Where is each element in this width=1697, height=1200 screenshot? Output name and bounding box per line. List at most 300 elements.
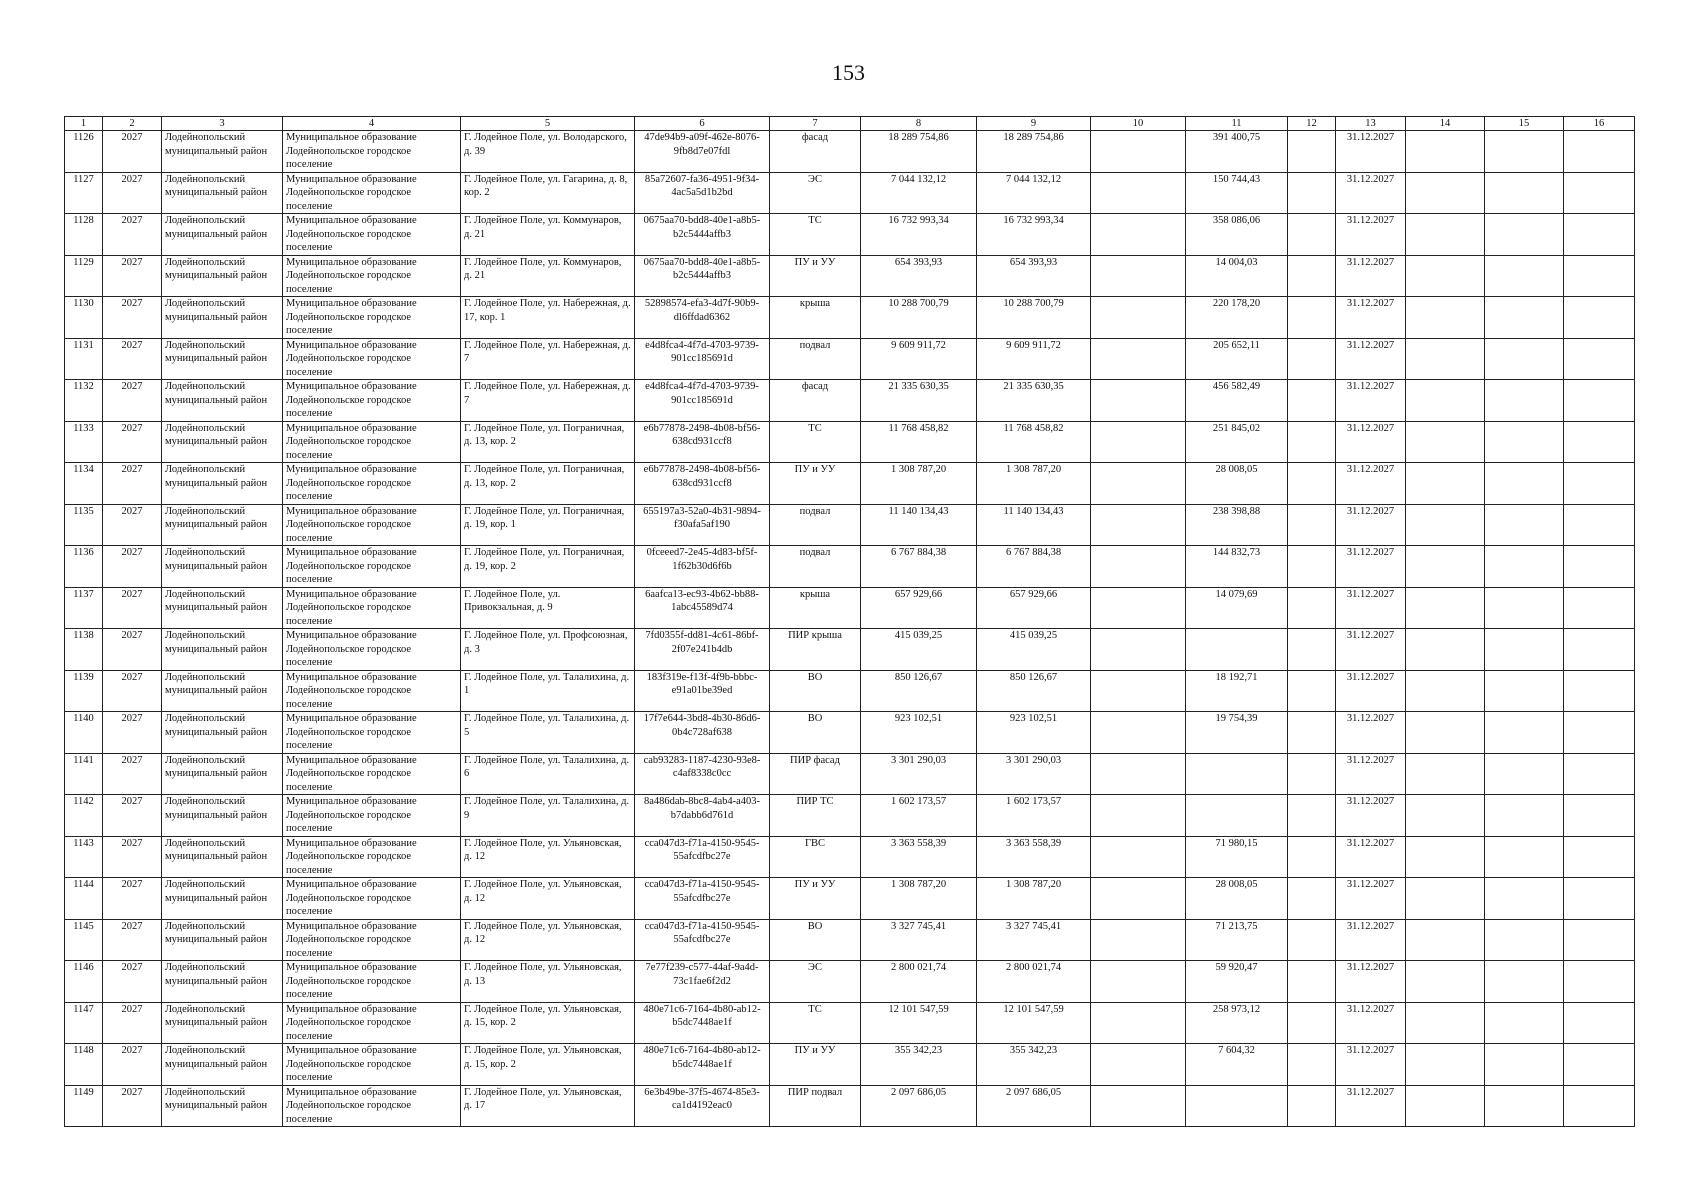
table-cell-col-3: Лодейнопольский муниципальный район	[162, 753, 283, 795]
table-cell-col-14	[1406, 670, 1485, 712]
table-row	[65, 380, 1635, 422]
table-cell-col-16	[1564, 338, 1635, 380]
table-cell-col-5: Г. Лодейное Поле, ул. Набережная, д. 17, кор. 1	[461, 297, 635, 339]
table-cell-col-8: 2 800 021,74	[861, 961, 977, 1003]
table-cell-col-5: Г. Лодейное Поле, ул. Ульяновская, д. 15, кор. 2	[461, 1002, 635, 1044]
table-cell-col-8: 12 101 547,59	[861, 1002, 977, 1044]
table-cell-col-3: Лодейнопольский муниципальный район	[162, 961, 283, 1003]
table-cell-col-7: фасад	[770, 131, 861, 173]
table-cell-col-7: ТС	[770, 214, 861, 256]
table-cell-col-1: 1142	[65, 795, 103, 837]
table-cell-col-2: 2027	[103, 795, 162, 837]
table-cell-col-14	[1406, 463, 1485, 505]
table-cell-col-4: Муниципальное образование Лодейнопольское городское поселение	[283, 629, 461, 671]
table-cell-col-4: Муниципальное образование Лодейнопольское городское поселение	[283, 214, 461, 256]
table-cell-col-12	[1288, 753, 1336, 795]
table-cell-col-11: 238 398,88	[1186, 504, 1288, 546]
table-cell-col-2: 2027	[103, 297, 162, 339]
table-cell-col-14	[1406, 1085, 1485, 1127]
table-cell-col-6: 47de94b9-a09f-462e-8076-9fb8d7e07fdl	[635, 131, 770, 173]
table-cell-col-6: 0675aa70-bdd8-40e1-a8b5-b2c5444affb3	[635, 255, 770, 297]
table-cell-col-9: 12 101 547,59	[977, 1002, 1091, 1044]
table-cell-col-4: Муниципальное образование Лодейнопольское городское поселение	[283, 712, 461, 754]
table-cell-col-1: 1146	[65, 961, 103, 1003]
column-header-13: 13	[1336, 117, 1406, 131]
table-cell-col-2: 2027	[103, 836, 162, 878]
table-cell-col-6: e4d8fca4-4f7d-4703-9739-901cc185691d	[635, 380, 770, 422]
table-cell-col-4: Муниципальное образование Лодейнопольское городское поселение	[283, 421, 461, 463]
table-cell-col-11	[1186, 629, 1288, 671]
table-cell-col-5: Г. Лодейное Поле, ул. Ульяновская, д. 12	[461, 878, 635, 920]
table-cell-col-11: 358 086,06	[1186, 214, 1288, 256]
table-cell-col-12	[1288, 338, 1336, 380]
table-cell-col-14	[1406, 961, 1485, 1003]
table-cell-col-4: Муниципальное образование Лодейнопольское городское поселение	[283, 1044, 461, 1086]
table-cell-col-8: 415 039,25	[861, 629, 977, 671]
table-cell-col-4: Муниципальное образование Лодейнопольское городское поселение	[283, 587, 461, 629]
table-cell-col-16	[1564, 172, 1635, 214]
table-cell-col-12	[1288, 587, 1336, 629]
table-cell-col-15	[1485, 214, 1564, 256]
table-cell-col-12	[1288, 214, 1336, 256]
table-cell-col-1: 1129	[65, 255, 103, 297]
table-cell-col-13: 31.12.2027	[1336, 795, 1406, 837]
table-row	[65, 629, 1635, 671]
table-cell-col-1: 1130	[65, 297, 103, 339]
table-cell-col-9: 415 039,25	[977, 629, 1091, 671]
table-cell-col-5: Г. Лодейное Поле, ул. Коммунаров, д. 21	[461, 255, 635, 297]
table-row	[65, 338, 1635, 380]
table-cell-col-2: 2027	[103, 753, 162, 795]
table-cell-col-3: Лодейнопольский муниципальный район	[162, 546, 283, 588]
table-cell-col-10	[1091, 712, 1186, 754]
table-cell-col-3: Лодейнопольский муниципальный район	[162, 712, 283, 754]
column-header-16: 16	[1564, 117, 1635, 131]
table-cell-col-9: 654 393,93	[977, 255, 1091, 297]
table-cell-col-4: Муниципальное образование Лодейнопольское городское поселение	[283, 380, 461, 422]
table-cell-col-11: 251 845,02	[1186, 421, 1288, 463]
table-cell-col-3: Лодейнопольский муниципальный район	[162, 670, 283, 712]
table-cell-col-15	[1485, 421, 1564, 463]
table-cell-col-7: ГВС	[770, 836, 861, 878]
table-cell-col-1: 1138	[65, 629, 103, 671]
table-row	[65, 795, 1635, 837]
table-row	[65, 919, 1635, 961]
table-cell-col-10	[1091, 1044, 1186, 1086]
table-cell-col-15	[1485, 131, 1564, 173]
page-number: 153	[832, 60, 865, 85]
table-cell-col-6: 183f319e-f13f-4f9b-bbbc-e91a01be39ed	[635, 670, 770, 712]
column-header-1: 1	[65, 117, 103, 131]
table-cell-col-7: ПУ и УУ	[770, 255, 861, 297]
table-cell-col-9: 21 335 630,35	[977, 380, 1091, 422]
table-cell-col-8: 18 289 754,86	[861, 131, 977, 173]
table-cell-col-14	[1406, 1044, 1485, 1086]
table-cell-col-9: 1 308 787,20	[977, 878, 1091, 920]
column-number-row	[65, 117, 1635, 131]
table-cell-col-8: 10 288 700,79	[861, 297, 977, 339]
table-cell-col-16	[1564, 214, 1635, 256]
table-cell-col-12	[1288, 1044, 1336, 1086]
table-cell-col-3: Лодейнопольский муниципальный район	[162, 463, 283, 505]
table-cell-col-13: 31.12.2027	[1336, 1085, 1406, 1127]
table-cell-col-7: ТС	[770, 1002, 861, 1044]
table-row	[65, 546, 1635, 588]
table-cell-col-12	[1288, 546, 1336, 588]
table-cell-col-1: 1140	[65, 712, 103, 754]
table-cell-col-3: Лодейнопольский муниципальный район	[162, 131, 283, 173]
table-cell-col-13: 31.12.2027	[1336, 380, 1406, 422]
table-cell-col-3: Лодейнопольский муниципальный район	[162, 629, 283, 671]
table-cell-col-13: 31.12.2027	[1336, 463, 1406, 505]
table-cell-col-9: 3 327 745,41	[977, 919, 1091, 961]
table-cell-col-8: 850 126,67	[861, 670, 977, 712]
table-cell-col-1: 1149	[65, 1085, 103, 1127]
table-cell-col-12	[1288, 421, 1336, 463]
table-cell-col-2: 2027	[103, 878, 162, 920]
table-cell-col-6: 480e71c6-7164-4b80-ab12-b5dc7448ae1f	[635, 1002, 770, 1044]
table-cell-col-10	[1091, 878, 1186, 920]
table-cell-col-3: Лодейнопольский муниципальный район	[162, 255, 283, 297]
table-cell-col-7: ВО	[770, 670, 861, 712]
table-cell-col-10	[1091, 255, 1186, 297]
table-cell-col-4: Муниципальное образование Лодейнопольское городское поселение	[283, 255, 461, 297]
table-cell-col-1: 1147	[65, 1002, 103, 1044]
table-cell-col-15	[1485, 878, 1564, 920]
table-cell-col-13: 31.12.2027	[1336, 1002, 1406, 1044]
table-cell-col-8: 2 097 686,05	[861, 1085, 977, 1127]
table-cell-col-12	[1288, 712, 1336, 754]
table-cell-col-5: Г. Лодейное Поле, ул. Набережная, д. 7	[461, 338, 635, 380]
table-cell-col-6: 6aafca13-ec93-4b62-bb88-1abc45589d74	[635, 587, 770, 629]
table-cell-col-9: 923 102,51	[977, 712, 1091, 754]
table-cell-col-6: 0675aa70-bdd8-40e1-a8b5-b2c5444affb3	[635, 214, 770, 256]
table-cell-col-13: 31.12.2027	[1336, 836, 1406, 878]
table-cell-col-9: 18 289 754,86	[977, 131, 1091, 173]
table-cell-col-12	[1288, 795, 1336, 837]
table-cell-col-1: 1132	[65, 380, 103, 422]
table-row	[65, 131, 1635, 173]
table-cell-col-14	[1406, 504, 1485, 546]
table-cell-col-9: 6 767 884,38	[977, 546, 1091, 588]
registry-table	[64, 116, 1635, 1127]
table-cell-col-5: Г. Лодейное Поле, ул. Пограничная, д. 13, кор. 2	[461, 463, 635, 505]
table-cell-col-9: 2 097 686,05	[977, 1085, 1091, 1127]
table-cell-col-15	[1485, 463, 1564, 505]
table-cell-col-13: 31.12.2027	[1336, 172, 1406, 214]
table-cell-col-1: 1137	[65, 587, 103, 629]
table-cell-col-13: 31.12.2027	[1336, 421, 1406, 463]
table-row	[65, 836, 1635, 878]
table-cell-col-8: 11 140 134,43	[861, 504, 977, 546]
table-cell-col-5: Г. Лодейное Поле, ул. Ульяновская, д. 12	[461, 836, 635, 878]
table-cell-col-14	[1406, 255, 1485, 297]
table-cell-col-14	[1406, 587, 1485, 629]
table-cell-col-8: 1 602 173,57	[861, 795, 977, 837]
table-cell-col-10	[1091, 629, 1186, 671]
table-cell-col-13: 31.12.2027	[1336, 297, 1406, 339]
table-cell-col-7: ПИР крыша	[770, 629, 861, 671]
table-cell-col-13: 31.12.2027	[1336, 961, 1406, 1003]
table-cell-col-11: 71 213,75	[1186, 919, 1288, 961]
table-cell-col-7: подвал	[770, 504, 861, 546]
table-cell-col-9: 355 342,23	[977, 1044, 1091, 1086]
table-cell-col-15	[1485, 795, 1564, 837]
table-cell-col-10	[1091, 463, 1186, 505]
table-cell-col-8: 355 342,23	[861, 1044, 977, 1086]
table-cell-col-12	[1288, 297, 1336, 339]
table-cell-col-4: Муниципальное образование Лодейнопольское городское поселение	[283, 1002, 461, 1044]
table-cell-col-5: Г. Лодейное Поле, ул. Талалихина, д. 9	[461, 795, 635, 837]
table-cell-col-5: Г. Лодейное Поле, ул. Коммунаров, д. 21	[461, 214, 635, 256]
table-cell-col-10	[1091, 297, 1186, 339]
table-cell-col-5: Г. Лодейное Поле, ул. Ульяновская, д. 12	[461, 919, 635, 961]
table-row	[65, 961, 1635, 1003]
table-cell-col-16	[1564, 463, 1635, 505]
table-cell-col-2: 2027	[103, 172, 162, 214]
table-cell-col-4: Муниципальное образование Лодейнопольское городское поселение	[283, 504, 461, 546]
table-cell-col-13: 31.12.2027	[1336, 629, 1406, 671]
table-cell-col-6: 655197a3-52a0-4b31-9894-f30afa5af190	[635, 504, 770, 546]
table-cell-col-11: 14 004,03	[1186, 255, 1288, 297]
table-cell-col-8: 1 308 787,20	[861, 463, 977, 505]
table-cell-col-14	[1406, 795, 1485, 837]
table-cell-col-8: 654 393,93	[861, 255, 977, 297]
table-cell-col-6: 480e71c6-7164-4b80-ab12-b5dc7448ae1f	[635, 1044, 770, 1086]
column-header-7: 7	[770, 117, 861, 131]
table-row	[65, 504, 1635, 546]
table-cell-col-2: 2027	[103, 1085, 162, 1127]
table-cell-col-2: 2027	[103, 214, 162, 256]
table-cell-col-12	[1288, 131, 1336, 173]
table-cell-col-16	[1564, 753, 1635, 795]
table-cell-col-10	[1091, 214, 1186, 256]
table-cell-col-2: 2027	[103, 380, 162, 422]
column-header-10: 10	[1091, 117, 1186, 131]
table-cell-col-5: Г. Лодейное Поле, ул. Талалихина, д. 1	[461, 670, 635, 712]
table-cell-col-3: Лодейнопольский муниципальный район	[162, 919, 283, 961]
table-row	[65, 1002, 1635, 1044]
table-cell-col-7: ПИР ТС	[770, 795, 861, 837]
table-cell-col-14	[1406, 380, 1485, 422]
table-cell-col-15	[1485, 670, 1564, 712]
table-cell-col-10	[1091, 670, 1186, 712]
table-cell-col-7: подвал	[770, 338, 861, 380]
table-cell-col-4: Муниципальное образование Лодейнопольское городское поселение	[283, 463, 461, 505]
table-cell-col-1: 1143	[65, 836, 103, 878]
column-header-4: 4	[283, 117, 461, 131]
table-cell-col-4: Муниципальное образование Лодейнопольское городское поселение	[283, 961, 461, 1003]
table-cell-col-3: Лодейнопольский муниципальный район	[162, 338, 283, 380]
table-cell-col-4: Муниципальное образование Лодейнопольское городское поселение	[283, 795, 461, 837]
table-cell-col-1: 1128	[65, 214, 103, 256]
table-cell-col-12	[1288, 172, 1336, 214]
table-cell-col-5: Г. Лодейное Поле, ул. Талалихина, д. 5	[461, 712, 635, 754]
column-header-14: 14	[1406, 117, 1485, 131]
table-cell-col-2: 2027	[103, 919, 162, 961]
table-cell-col-12	[1288, 670, 1336, 712]
table-cell-col-11: 71 980,15	[1186, 836, 1288, 878]
table-cell-col-12	[1288, 463, 1336, 505]
table-cell-col-12	[1288, 380, 1336, 422]
table-cell-col-8: 923 102,51	[861, 712, 977, 754]
table-cell-col-10	[1091, 753, 1186, 795]
table-cell-col-2: 2027	[103, 587, 162, 629]
table-cell-col-13: 31.12.2027	[1336, 214, 1406, 256]
table-cell-col-16	[1564, 670, 1635, 712]
table-row	[65, 172, 1635, 214]
table-cell-col-10	[1091, 587, 1186, 629]
table-row	[65, 878, 1635, 920]
table-cell-col-4: Муниципальное образование Лодейнопольское городское поселение	[283, 297, 461, 339]
table-cell-col-1: 1141	[65, 753, 103, 795]
table-cell-col-15	[1485, 546, 1564, 588]
table-cell-col-15	[1485, 629, 1564, 671]
table-cell-col-16	[1564, 629, 1635, 671]
table-row	[65, 1085, 1635, 1127]
table-row	[65, 587, 1635, 629]
table-cell-col-11: 456 582,49	[1186, 380, 1288, 422]
table-cell-col-12	[1288, 629, 1336, 671]
table-cell-col-14	[1406, 546, 1485, 588]
table-cell-col-3: Лодейнопольский муниципальный район	[162, 795, 283, 837]
table-cell-col-15	[1485, 1044, 1564, 1086]
table-cell-col-2: 2027	[103, 961, 162, 1003]
table-cell-col-5: Г. Лодейное Поле, ул. Гагарина, д. 8, кор. 2	[461, 172, 635, 214]
table-cell-col-9: 1 308 787,20	[977, 463, 1091, 505]
table-cell-col-11: 28 008,05	[1186, 463, 1288, 505]
table-cell-col-10	[1091, 961, 1186, 1003]
table-cell-col-12	[1288, 1085, 1336, 1127]
table-cell-col-7: ВО	[770, 712, 861, 754]
table-cell-col-10	[1091, 338, 1186, 380]
table-cell-col-5: Г. Лодейное Поле, ул. Пограничная, д. 19, кор. 1	[461, 504, 635, 546]
table-cell-col-15	[1485, 836, 1564, 878]
table-cell-col-7: ПУ и УУ	[770, 463, 861, 505]
table-cell-col-3: Лодейнопольский муниципальный район	[162, 380, 283, 422]
table-cell-col-2: 2027	[103, 670, 162, 712]
table-cell-col-2: 2027	[103, 463, 162, 505]
table-cell-col-13: 31.12.2027	[1336, 255, 1406, 297]
table-cell-col-9: 1 602 173,57	[977, 795, 1091, 837]
table-cell-col-14	[1406, 172, 1485, 214]
table-row	[65, 214, 1635, 256]
column-header-9: 9	[977, 117, 1091, 131]
table-cell-col-14	[1406, 919, 1485, 961]
table-cell-col-2: 2027	[103, 131, 162, 173]
table-cell-col-7: крыша	[770, 587, 861, 629]
column-header-5: 5	[461, 117, 635, 131]
table-cell-col-3: Лодейнопольский муниципальный район	[162, 878, 283, 920]
table-cell-col-10	[1091, 1002, 1186, 1044]
table-cell-col-5: Г. Лодейное Поле, ул. Пограничная, д. 13, кор. 2	[461, 421, 635, 463]
table-cell-col-5: Г. Лодейное Поле, ул. Привокзальная, д. 9	[461, 587, 635, 629]
table-cell-col-8: 7 044 132,12	[861, 172, 977, 214]
table-cell-col-16	[1564, 795, 1635, 837]
table-cell-col-11: 144 832,73	[1186, 546, 1288, 588]
table-cell-col-5: Г. Лодейное Поле, ул. Профсоюзная, д. 3	[461, 629, 635, 671]
table-cell-col-10	[1091, 795, 1186, 837]
table-cell-col-2: 2027	[103, 421, 162, 463]
table-cell-col-13: 31.12.2027	[1336, 587, 1406, 629]
table-cell-col-1: 1126	[65, 131, 103, 173]
column-header-2: 2	[103, 117, 162, 131]
table-cell-col-9: 657 929,66	[977, 587, 1091, 629]
table-cell-col-16	[1564, 131, 1635, 173]
table-cell-col-7: ПИР подвал	[770, 1085, 861, 1127]
table-cell-col-1: 1133	[65, 421, 103, 463]
table-cell-col-16	[1564, 380, 1635, 422]
table-cell-col-2: 2027	[103, 629, 162, 671]
table-cell-col-11: 258 973,12	[1186, 1002, 1288, 1044]
table-cell-col-10	[1091, 172, 1186, 214]
table-cell-col-12	[1288, 1002, 1336, 1044]
table-cell-col-16	[1564, 546, 1635, 588]
table-cell-col-16	[1564, 712, 1635, 754]
table-cell-col-14	[1406, 338, 1485, 380]
table-cell-col-1: 1139	[65, 670, 103, 712]
table-cell-col-11: 220 178,20	[1186, 297, 1288, 339]
table-cell-col-15	[1485, 380, 1564, 422]
table-cell-col-3: Лодейнопольский муниципальный район	[162, 587, 283, 629]
table-cell-col-2: 2027	[103, 338, 162, 380]
table-cell-col-8: 11 768 458,82	[861, 421, 977, 463]
table-cell-col-7: ЭС	[770, 172, 861, 214]
table-cell-col-13: 31.12.2027	[1336, 546, 1406, 588]
table-cell-col-7: ПУ и УУ	[770, 878, 861, 920]
table-cell-col-11: 19 754,39	[1186, 712, 1288, 754]
table-cell-col-2: 2027	[103, 1044, 162, 1086]
table-cell-col-4: Муниципальное образование Лодейнопольское городское поселение	[283, 878, 461, 920]
table-cell-col-15	[1485, 961, 1564, 1003]
table-cell-col-16	[1564, 1044, 1635, 1086]
table-cell-col-7: ПИР фасад	[770, 753, 861, 795]
table-cell-col-6: 0fceeed7-2e45-4d83-bf5f-1f62b30d6f6b	[635, 546, 770, 588]
table-cell-col-14	[1406, 878, 1485, 920]
table-cell-col-2: 2027	[103, 712, 162, 754]
table-cell-col-12	[1288, 961, 1336, 1003]
table-cell-col-5: Г. Лодейное Поле, ул. Ульяновская, д. 13	[461, 961, 635, 1003]
table-cell-col-16	[1564, 1085, 1635, 1127]
table-cell-col-8: 16 732 993,34	[861, 214, 977, 256]
table-cell-col-9: 16 732 993,34	[977, 214, 1091, 256]
table-cell-col-14	[1406, 1002, 1485, 1044]
table-cell-col-15	[1485, 504, 1564, 546]
table-cell-col-15	[1485, 172, 1564, 214]
table-cell-col-5: Г. Лодейное Поле, ул. Володарского, д. 39	[461, 131, 635, 173]
table-cell-col-1: 1136	[65, 546, 103, 588]
table-cell-col-7: ЭС	[770, 961, 861, 1003]
table-cell-col-4: Муниципальное образование Лодейнопольское городское поселение	[283, 753, 461, 795]
table-cell-col-4: Муниципальное образование Лодейнопольское городское поселение	[283, 172, 461, 214]
table-cell-col-14	[1406, 629, 1485, 671]
table-cell-col-11: 391 400,75	[1186, 131, 1288, 173]
table-cell-col-8: 1 308 787,20	[861, 878, 977, 920]
table-cell-col-6: 17f7e644-3bd8-4b30-86d6-0b4c728af638	[635, 712, 770, 754]
table-cell-col-2: 2027	[103, 255, 162, 297]
column-header-12: 12	[1288, 117, 1336, 131]
table-cell-col-13: 31.12.2027	[1336, 338, 1406, 380]
table-row	[65, 753, 1635, 795]
table-cell-col-13: 31.12.2027	[1336, 919, 1406, 961]
table-cell-col-9: 7 044 132,12	[977, 172, 1091, 214]
table-cell-col-8: 3 301 290,03	[861, 753, 977, 795]
table-cell-col-12	[1288, 878, 1336, 920]
table-cell-col-2: 2027	[103, 1002, 162, 1044]
table-cell-col-15	[1485, 338, 1564, 380]
table-cell-col-3: Лодейнопольский муниципальный район	[162, 1085, 283, 1127]
table-cell-col-9: 3 363 558,39	[977, 836, 1091, 878]
